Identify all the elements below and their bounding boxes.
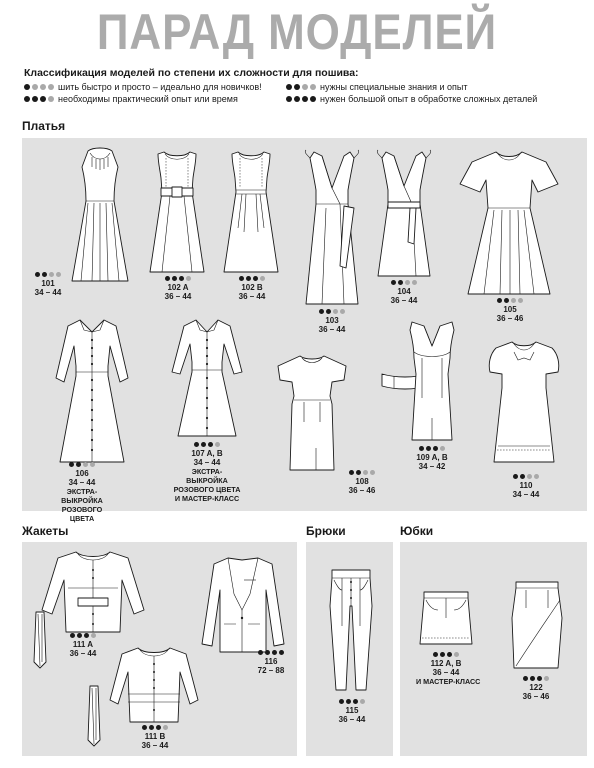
difficulty-dot-empty [48,96,54,102]
model-number: 101 [41,279,55,288]
difficulty-dot-filled [172,276,177,281]
model-sizes: 36 – 44 [141,741,169,750]
sketch-103 [300,148,364,308]
difficulty-dot-filled [239,276,244,281]
difficulty-dot-empty [215,442,220,447]
difficulty-dot-filled [523,676,528,681]
model-tag-105 [492,298,528,323]
model-note: ЭКСТРА-ВЫКРОЙКА РОЗОВОГО ЦВЕТА [61,487,103,523]
model-number: 116 [264,657,278,666]
model-tag-112 [416,652,481,686]
difficulty-dots [286,96,316,102]
model-sizes: 36 – 44 [318,325,346,334]
difficulty-dots [234,276,270,281]
model-sizes: 34 – 44 [34,288,62,297]
difficulty-dot-empty [40,84,46,90]
difficulty-dots [42,462,122,467]
model-sizes: 36 – 44 [238,292,266,301]
section-title-jackets: Жакеты [22,524,69,538]
difficulty-dot-empty [412,280,417,285]
difficulty-dot-filled [70,633,75,638]
difficulty-dot-empty [83,462,88,467]
sketch-116 [198,554,288,658]
model-number: 115 [345,706,359,715]
legend-text: нужны специальные знания и опыт [320,82,468,92]
difficulty-dot-filled [310,96,316,102]
model-sizes: 36 – 44 [390,296,418,305]
model-sizes: 36 – 44 [432,668,460,677]
difficulty-dot-empty [48,84,54,90]
model-tag-111a [58,633,108,658]
sketch-122 [508,578,566,670]
difficulty-dot-empty [527,474,532,479]
difficulty-dots [24,96,54,102]
model-tag-115 [332,699,372,724]
scarf-sketch-111b [86,684,102,748]
difficulty-dot-filled [201,442,206,447]
difficulty-dots [416,652,476,657]
model-note: ЭКСТРА-ВЫКРОЙКА РОЗОВОГО ЦВЕТА И МАСТЕР-КЛАСС [173,467,241,503]
difficulty-dot-filled [286,96,292,102]
difficulty-dot-filled [286,84,292,90]
sketch-110 [484,338,564,466]
difficulty-dot-filled [35,272,40,277]
difficulty-dot-filled [156,725,161,730]
difficulty-dot-empty [370,470,375,475]
model-tag-102b [234,276,270,301]
difficulty-dots [508,474,544,479]
difficulty-dot-filled [294,96,300,102]
model-sizes: 36 – 44 [69,649,97,658]
difficulty-dot-empty [544,676,549,681]
legend-text: необходимы практический опыт или время [58,94,238,104]
difficulty-dot-filled [346,699,351,704]
model-tag-108 [344,470,380,495]
sketch-112 [416,588,476,648]
section-title-dresses: Платья [22,119,66,133]
difficulty-dots [24,84,54,90]
difficulty-dot-filled [426,446,431,451]
model-sizes: 36 – 46 [522,692,550,701]
difficulty-dot-filled [504,298,509,303]
difficulty-dots [162,442,252,447]
difficulty-dot-filled [24,96,30,102]
model-number: 109 A, B [416,453,448,462]
difficulty-dot-filled [391,280,396,285]
difficulty-dot-filled [440,652,445,657]
difficulty-dot-empty [511,298,516,303]
model-sizes: 36 – 46 [496,314,524,323]
difficulty-dot-filled [353,699,358,704]
difficulty-dot-filled [246,276,251,281]
sketch-111a [38,548,148,634]
difficulty-dot-filled [520,474,525,479]
difficulty-dot-empty [340,309,345,314]
difficulty-dot-empty [405,280,410,285]
model-number: 122 [529,683,543,692]
model-number: 105 [503,305,517,314]
sketch-111b [106,644,202,724]
difficulty-dot-filled [302,96,308,102]
difficulty-dot-empty [363,470,368,475]
legend-text: нужен большой опыт в обработке сложных деталей [320,94,538,104]
model-number: 108 [355,477,369,486]
difficulty-dot-empty [454,652,459,657]
difficulty-dot-filled [398,280,403,285]
difficulty-dot-filled [339,699,344,704]
difficulty-dot-empty [186,276,191,281]
model-note: И МАСТЕР-КЛАСС [416,677,481,686]
difficulty-dots [286,84,316,90]
difficulty-dot-filled [40,96,46,102]
section-title-skirts: Юбки [400,524,434,538]
model-sizes: 34 – 44 [512,490,540,499]
difficulty-dot-filled [77,633,82,638]
difficulty-dot-empty [360,699,365,704]
model-tag-116 [246,650,296,675]
sketch-101 [62,143,138,283]
difficulty-dot-empty [333,309,338,314]
model-tag-122 [514,676,558,701]
page-title: ПАРАД МОДЕЛЕЙ [96,4,498,60]
sketch-105 [454,148,566,298]
difficulty-dot-filled [208,442,213,447]
difficulty-dot-filled [84,633,89,638]
difficulty-dots [344,470,380,475]
legend-item-level-3 [24,94,238,104]
difficulty-dots [514,676,558,681]
difficulty-dots [492,298,528,303]
difficulty-dot-filled [513,474,518,479]
difficulty-dot-empty [91,633,96,638]
model-tag-111b [130,725,180,750]
legend-item-level-4 [286,94,537,104]
difficulty-dots [386,280,422,285]
model-tag-101 [30,272,66,297]
difficulty-dot-filled [149,725,154,730]
difficulty-dot-filled [447,652,452,657]
model-sizes: 34 – 44 [68,478,96,487]
model-number: 111 A [72,640,94,649]
model-number: 107 A, B [191,449,223,458]
model-sizes: 34 – 42 [418,462,446,471]
sketch-115 [326,566,376,694]
difficulty-dot-filled [537,676,542,681]
difficulty-dot-empty [90,462,95,467]
sketch-108 [272,352,352,472]
difficulty-dots [246,650,296,655]
difficulty-dot-empty [310,84,316,90]
difficulty-dot-filled [165,276,170,281]
model-number: 102 A [167,283,189,292]
sketch-109 [404,318,460,444]
sketch-102a [146,148,208,274]
legend-heading: Классификация моделей по степени их сложности для пошива: [24,67,359,79]
model-number: 103 [325,316,339,325]
difficulty-dot-filled [294,84,300,90]
difficulty-dot-filled [279,650,284,655]
difficulty-dot-empty [302,84,308,90]
difficulty-dot-filled [326,309,331,314]
difficulty-dot-filled [69,462,74,467]
difficulty-dots [332,699,372,704]
difficulty-dot-filled [433,446,438,451]
difficulty-dot-filled [194,442,199,447]
difficulty-dots [30,272,66,277]
sketch-106 [44,316,140,466]
difficulty-dot-filled [356,470,361,475]
model-tag-104 [386,280,422,305]
difficulty-dot-filled [179,276,184,281]
model-number: 104 [397,287,411,296]
difficulty-dot-filled [419,446,424,451]
model-tag-110 [508,474,544,499]
difficulty-dot-filled [433,652,438,657]
difficulty-dots [314,309,350,314]
difficulty-dot-filled [76,462,81,467]
difficulty-dot-empty [163,725,168,730]
difficulty-dot-empty [534,474,539,479]
difficulty-dot-filled [42,272,47,277]
model-sizes: 72 – 88 [257,666,285,675]
difficulty-dot-filled [319,309,324,314]
model-tag-109 [414,446,450,471]
model-tag-107 [162,442,252,503]
model-number: 112 A, B [430,659,462,668]
model-number: 111 B [144,732,166,741]
model-number: 106 [75,469,89,478]
difficulty-dot-filled [530,676,535,681]
difficulty-dot-empty [56,272,61,277]
legend-text: шить быстро и просто – идеально для новичков! [58,82,262,92]
model-number: 102 B [241,283,263,292]
model-sizes: 36 – 44 [164,292,192,301]
legend-item-level-1 [24,82,262,92]
difficulty-dot-filled [142,725,147,730]
sketch-107 [162,316,252,440]
difficulty-dot-filled [24,84,30,90]
model-sizes: 36 – 46 [348,486,376,495]
model-number: 110 [519,481,533,490]
difficulty-dot-empty [440,446,445,451]
difficulty-dot-filled [265,650,270,655]
difficulty-dot-filled [32,96,38,102]
difficulty-dots [160,276,196,281]
difficulty-dot-filled [349,470,354,475]
difficulty-dot-filled [272,650,277,655]
sketch-102b [220,148,282,274]
difficulty-dot-empty [260,276,265,281]
difficulty-dot-filled [253,276,258,281]
section-title-trousers: Брюки [306,524,346,538]
model-tag-106 [42,462,122,523]
difficulty-dot-filled [258,650,263,655]
model-tag-102a [160,276,196,301]
legend-item-level-2 [286,82,467,92]
model-tag-103 [314,309,350,334]
difficulty-dot-empty [518,298,523,303]
difficulty-dots [130,725,180,730]
sketch-104 [372,148,436,280]
difficulty-dot-filled [497,298,502,303]
difficulty-dots [414,446,450,451]
model-sizes: 36 – 44 [338,715,366,724]
difficulty-dot-empty [32,84,38,90]
model-sizes: 34 – 44 [193,458,221,467]
difficulty-dots [58,633,108,638]
difficulty-dot-empty [49,272,54,277]
